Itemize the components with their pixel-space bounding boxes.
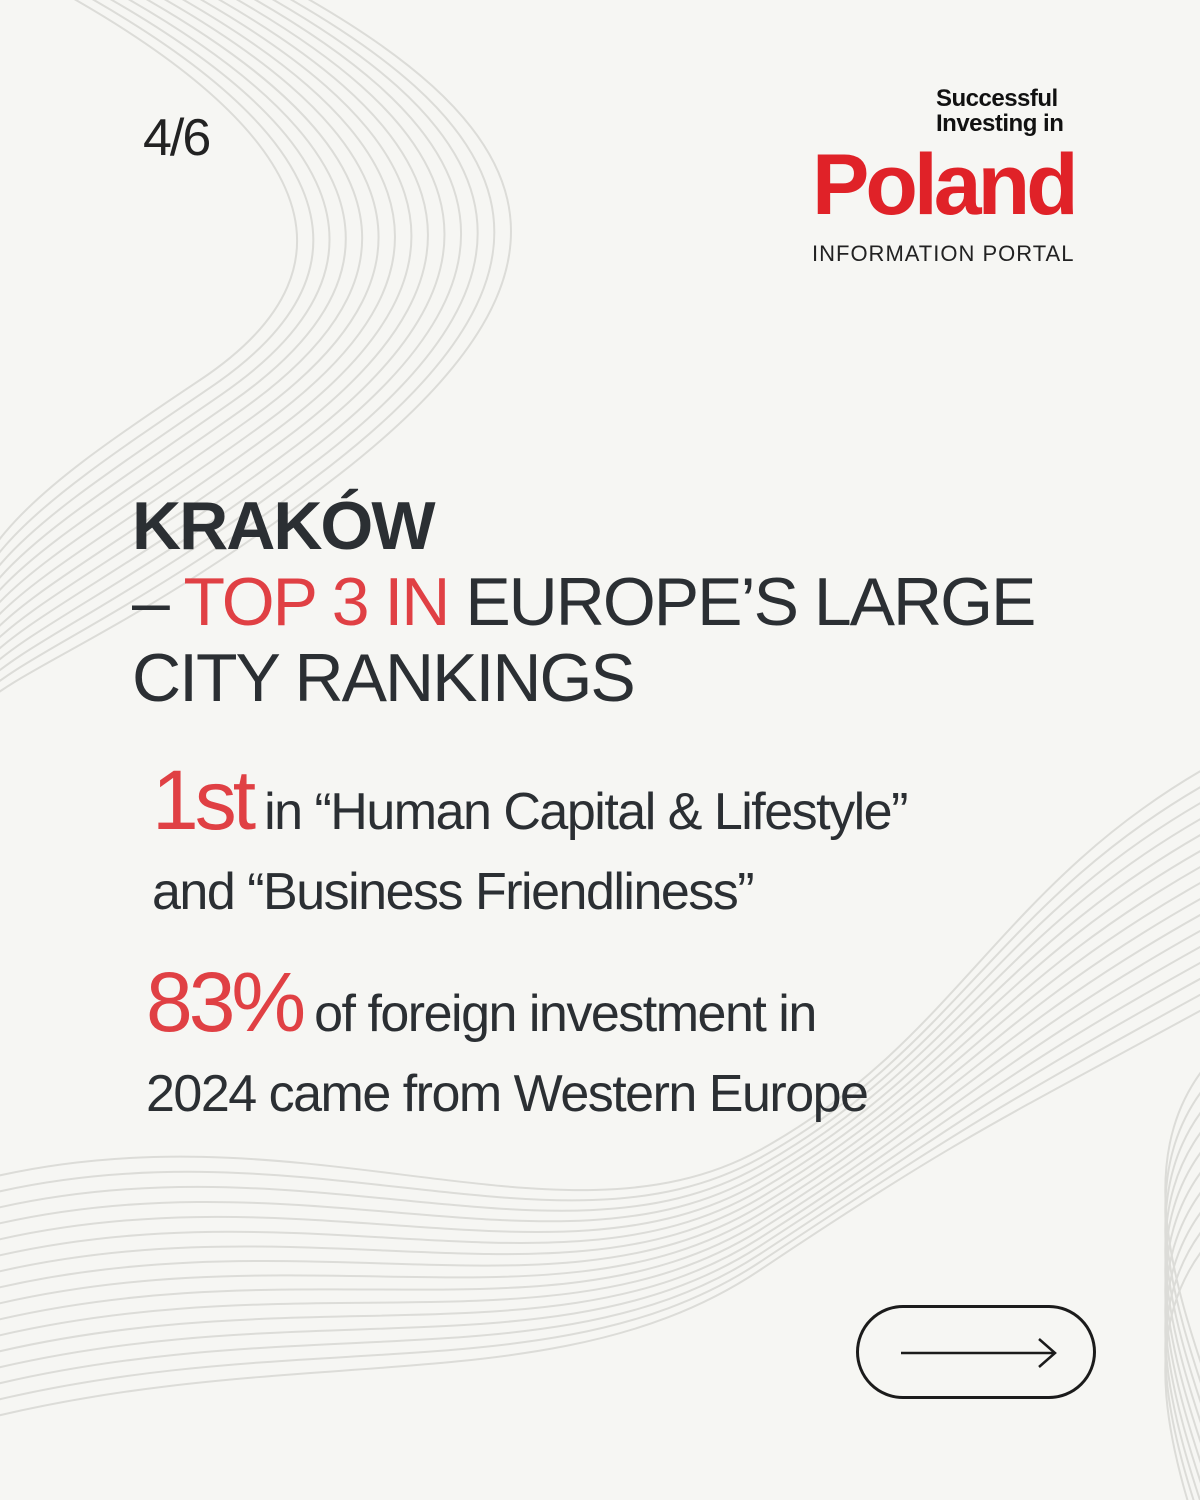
stat-investment-text-2: 2024 came from Western Europe bbox=[146, 1065, 868, 1123]
headline-rest-1: EUROPE’S LARGE bbox=[448, 564, 1035, 640]
stat-ranking-number: 1st bbox=[152, 753, 253, 847]
stat-investment bbox=[146, 955, 1106, 1134]
headline-rest-2: CITY RANKINGS bbox=[132, 640, 634, 716]
logo-line-1: Successful bbox=[936, 85, 1058, 112]
logo-line-2: Investing in bbox=[936, 110, 1064, 137]
headline bbox=[132, 488, 1112, 716]
brand-logo bbox=[812, 86, 1092, 266]
headline-city: KRAKÓW bbox=[132, 488, 434, 564]
stat-ranking bbox=[152, 753, 1112, 932]
headline-accent: TOP 3 IN bbox=[183, 564, 449, 640]
next-slide-button[interactable] bbox=[856, 1305, 1096, 1399]
arrow-right-icon bbox=[899, 1336, 1059, 1370]
stat-investment-text-1: of foreign investment in bbox=[314, 985, 816, 1043]
slide-counter: 4/6 bbox=[143, 109, 210, 167]
stat-investment-number: 83% bbox=[146, 955, 303, 1049]
headline-dash: – bbox=[132, 564, 184, 640]
logo-subtitle: INFORMATION PORTAL bbox=[812, 241, 1075, 266]
stat-ranking-text-2: and “Business Friendliness” bbox=[152, 863, 754, 921]
stat-ranking-text-1: in “Human Capital & Lifestyle” bbox=[264, 783, 907, 841]
logo-wordmark: Poland bbox=[812, 137, 1075, 233]
